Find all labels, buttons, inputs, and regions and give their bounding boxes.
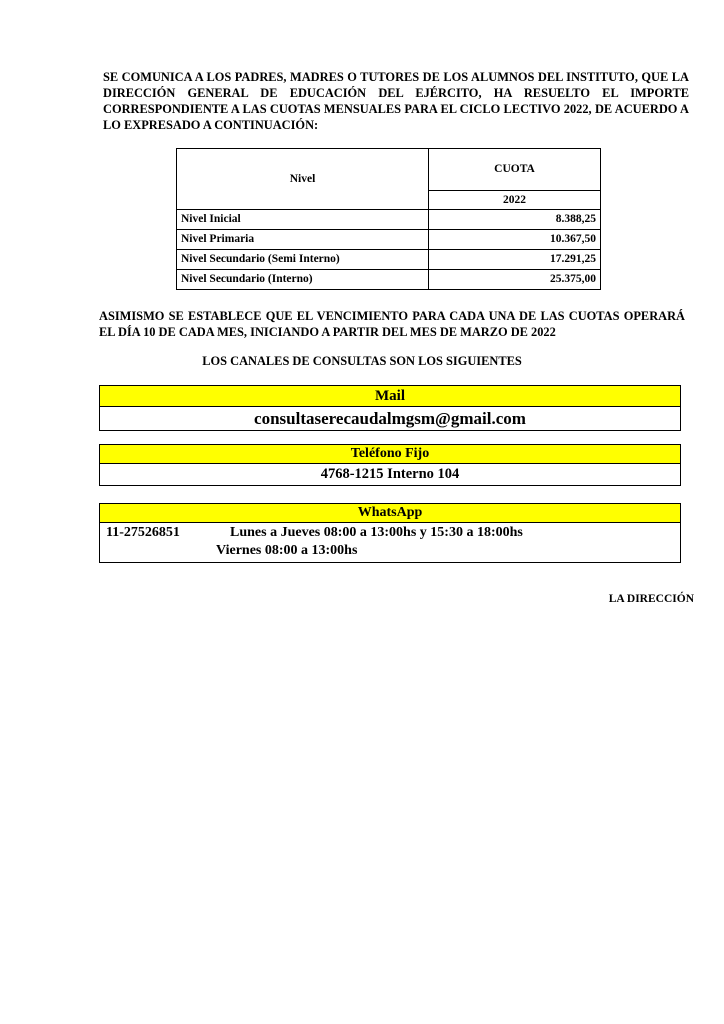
row-level: Nivel Secundario (Semi Interno) <box>177 250 429 270</box>
row-level: Nivel Secundario (Interno) <box>177 270 429 290</box>
whatsapp-box <box>99 503 681 563</box>
whatsapp-details <box>100 523 680 562</box>
phone-number: 4768-1215 Interno 104 <box>320 466 460 482</box>
table-row <box>177 250 601 270</box>
channels-heading: LOS CANALES DE CONSULTAS SON LOS SIGUIENTES <box>202 354 522 368</box>
row-level: Nivel Primaria <box>177 230 429 250</box>
column-header-level: Nivel <box>177 149 429 210</box>
whatsapp-number: 11-27526851 <box>106 525 180 540</box>
table-header-row <box>177 149 601 191</box>
mail-label: Mail <box>100 386 680 407</box>
row-amount: 17.291,25 <box>429 250 601 270</box>
row-amount: 10.367,50 <box>429 230 601 250</box>
row-amount: 8.388,25 <box>429 210 601 230</box>
whatsapp-label: WhatsApp <box>100 504 680 523</box>
row-level: Nivel Inicial <box>177 210 429 230</box>
table-row <box>177 270 601 290</box>
table-row <box>177 210 601 230</box>
table-row <box>177 230 601 250</box>
whatsapp-hours-weekdays: Lunes a Jueves 08:00 a 13:00hs y 15:30 a 18:00hs <box>230 525 523 540</box>
intro-paragraph: SE COMUNICA A LOS PADRES, MADRES O TUTORES DE LOS ALUMNOS DEL INSTITUTO, QUE LA DIRECCIÓN GENERAL DE EDUCACIÓN DEL EJÉRCITO, HA RESUELTO EL IMPORTE CORRESPONDIENTE A LAS CUOTAS MENSUALES PARA EL CICLO LECTIVO 2022, DE ACUERDO A LO EXPRESADO A CONTINUACIÓN: <box>103 70 689 132</box>
phone-box <box>99 444 681 486</box>
whatsapp-hours-friday: Viernes 08:00 a 13:00hs <box>216 543 358 558</box>
column-header-fee: CUOTA <box>429 149 601 191</box>
mail-box <box>99 385 681 431</box>
deadline-paragraph: ASIMISMO SE ESTABLECE QUE EL VENCIMIENTO PARA CADA UNA DE LAS CUOTAS OPERARÁ EL DÍA 10 DE CADA MES, INICIANDO A PARTIR DEL MES DE MARZO DE 2022 <box>99 309 685 339</box>
row-amount: 25.375,00 <box>429 270 601 290</box>
signature: LA DIRECCIÓN <box>608 593 694 605</box>
column-header-year: 2022 <box>429 191 601 210</box>
fees-table <box>176 148 601 290</box>
mail-address[interactable]: consultaserecaudalmgsm@gmail.com <box>254 409 526 428</box>
phone-label: Teléfono Fijo <box>100 445 680 464</box>
